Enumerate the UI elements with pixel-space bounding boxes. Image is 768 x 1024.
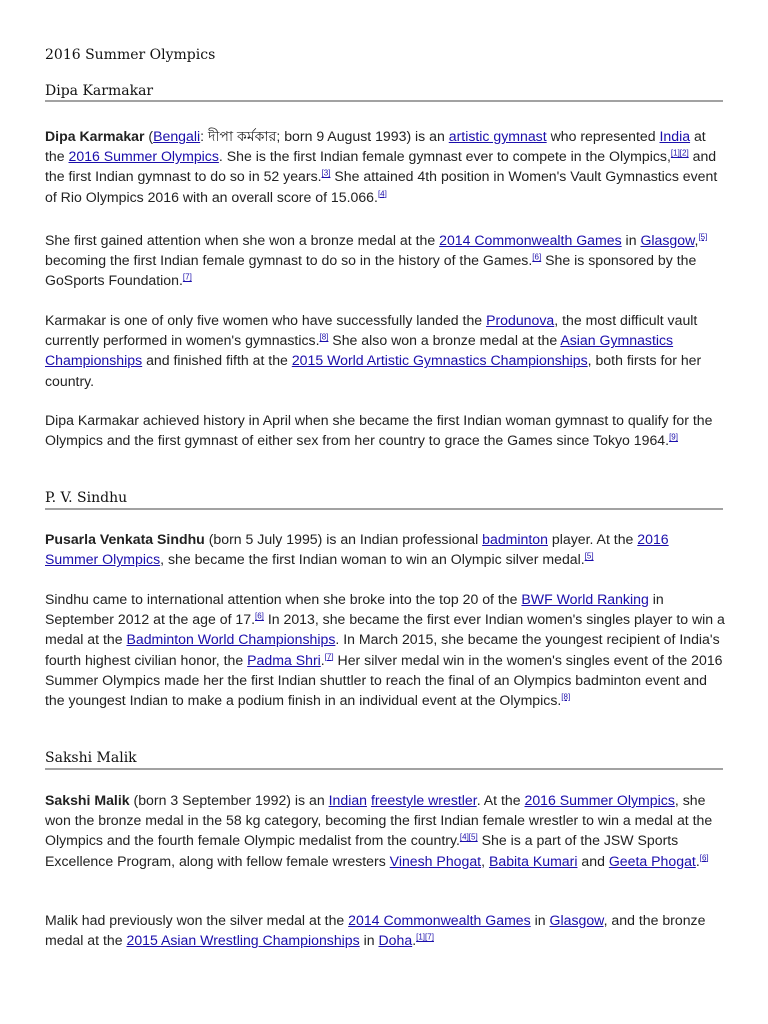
link-asian-gymnastics-championships[interactable]: Asian Gymnastics Championships bbox=[45, 332, 674, 369]
link-bengali[interactable]: Bengali bbox=[153, 128, 201, 144]
link-2014-commonwealth-games[interactable]: 2014 Commonwealth Games bbox=[439, 232, 622, 248]
link-2015-asian-wrestling-championships[interactable]: 2015 Asian Wrestling Championships bbox=[126, 932, 360, 949]
citation-link[interactable]: [1][7] bbox=[416, 932, 434, 942]
citation-link[interactable]: [5] bbox=[698, 232, 708, 242]
citation-link[interactable]: [8] bbox=[561, 692, 571, 702]
link-vinesh-phogat[interactable]: Vinesh Phogat bbox=[389, 852, 482, 869]
sindhu-paragraph-2: Sindhu came to international attention when she broke into the top 20 of the BWF World Ranking in September 2012 at the age of 17.[6] In 2013, she became the first ever Indian women's singles player to win a medal at the Badminton World Championships. In March 2015, she became the youngest recipient of India's fourth highest civilian honor, the Padma Shri.[7] Her silver medal win in the women's singles event of the 2016 Summer Olympics made her the first Indian shuttler to reach the final of an Olympics badminton event and the youngest Indian to make a podium finish in an individual event at the Olympics.[8] bbox=[45, 591, 725, 709]
citation-link[interactable]: [3] bbox=[321, 168, 331, 178]
link-2014-commonwealth-games[interactable]: 2014 Commonwealth Games bbox=[348, 912, 531, 928]
subject-name: Pusarla Venkata Sindhu bbox=[45, 531, 205, 547]
link-badminton[interactable]: badminton bbox=[482, 531, 548, 547]
link-indian[interactable]: Indian bbox=[328, 792, 368, 808]
link-2016-summer-olympics[interactable]: 2016 Summer Olympics bbox=[68, 148, 219, 165]
link-bwf-world-ranking[interactable]: BWF World Ranking bbox=[521, 591, 649, 607]
sindhu-paragraph-1: Pusarla Venkata Sindhu (born 5 July 1995) is an Indian professional badminton player. At the 2016 Summer Olympics, she became the first Indian woman to win an Olympic silver medal.[5] bbox=[45, 531, 669, 568]
citation-link[interactable]: [7] bbox=[182, 272, 192, 282]
section-divider bbox=[45, 508, 723, 510]
citation-link[interactable]: [6] bbox=[532, 252, 542, 262]
page-title: 2016 Summer Olympics bbox=[45, 47, 216, 63]
section-divider bbox=[45, 100, 723, 102]
section-heading-dipa-karmakar: Dipa Karmakar bbox=[45, 83, 154, 99]
citation-link[interactable]: [1][2] bbox=[670, 148, 689, 158]
link-2016-summer-olympics[interactable]: 2016 Summer Olympics bbox=[45, 531, 669, 568]
section-heading-pv-sindhu: P. V. Sindhu bbox=[45, 490, 128, 506]
subject-name: Dipa Karmakar bbox=[45, 128, 145, 144]
sakshi-paragraph-1: Sakshi Malik (born 3 September 1992) is an Indian freestyle wrestler. At the 2016 Summer Olympics, she won the bronze medal in the 58 kg category, becoming the first Indian female wrestler to win a medal at the Olympics and the fourth female Olympic medalist from the country.[4][5] She is a part of the JSW Sports Excellence Program, along with fellow female wresters Vinesh Phogat, Babita Kumari and Geeta Phogat.[6] bbox=[45, 792, 713, 869]
citation-link[interactable]: [9] bbox=[669, 432, 678, 442]
link-badminton-world-championships[interactable]: Badminton World Championships bbox=[126, 631, 336, 648]
link-doha[interactable]: Doha bbox=[378, 932, 413, 949]
citation-link[interactable]: [7] bbox=[324, 651, 334, 661]
citation-link[interactable]: [4] bbox=[377, 188, 387, 198]
link-india[interactable]: India bbox=[659, 128, 691, 144]
link-babita-kumari[interactable]: Babita Kumari bbox=[488, 852, 578, 869]
dipa-paragraph-3: Karmakar is one of only five women who have successfully landed the Produnova, the most difficult vault currently performed in women's gymnastics.[8] She also won a bronze medal at the Asian Gymnastics Championships and finished fifth at the 2015 World Artistic Gymnastics Championships, both firsts for her country. bbox=[45, 312, 702, 389]
link-artistic-gymnast[interactable]: artistic gymnast bbox=[448, 128, 547, 144]
citation-link[interactable]: [6] bbox=[255, 611, 264, 621]
dipa-paragraph-1: Dipa Karmakar (Bengali: দীপা কর্মকার; born 9 August 1993) is an artistic gymnast who represented India at the 2016 Summer Olympics. She is the first Indian female gymnast ever to compete in the Olympics,[1][2] and the first Indian gymnast to do so in 52 years.[3] She attained 4th position in Women's Vault Gymnastics event of Rio Olympics 2016 with an overall score of 15.066.[4] bbox=[45, 128, 718, 205]
link-produnova[interactable]: Produnova bbox=[486, 312, 555, 328]
subject-name: Sakshi Malik bbox=[45, 792, 130, 808]
link-padma-shri[interactable]: Padma Shri bbox=[247, 651, 321, 668]
section-divider bbox=[45, 768, 723, 770]
citation-link[interactable]: [4][5] bbox=[459, 832, 478, 842]
link-glasgow[interactable]: Glasgow bbox=[549, 912, 604, 928]
link-2015-world-artistic-gymnastics[interactable]: 2015 World Artistic Gymnastics Championships bbox=[291, 352, 588, 369]
link-glasgow[interactable]: Glasgow bbox=[640, 232, 695, 248]
link-2016-summer-olympics[interactable]: 2016 Summer Olympics bbox=[524, 792, 675, 808]
citation-link[interactable]: [5] bbox=[584, 551, 594, 561]
link-freestyle-wrestler[interactable]: freestyle wrestler bbox=[370, 792, 477, 808]
link-geeta-phogat[interactable]: Geeta Phogat bbox=[608, 852, 696, 869]
section-heading-sakshi-malik: Sakshi Malik bbox=[45, 750, 137, 766]
dipa-paragraph-4: Dipa Karmakar achieved history in April when she became the first Indian woman gymnast to qualify for the Olympics and the first gymnast of either sex from her country to grace the Games since Tokyo 1964.[9] bbox=[45, 412, 713, 449]
citation-link[interactable]: [8] bbox=[319, 332, 329, 342]
dipa-paragraph-2: She first gained attention when she won a bronze medal at the 2014 Commonwealth Games in Glasgow,[5] becoming the first Indian female gymnast to do so in the history of the Games.[6] She is sponsored by the GoSports Foundation.[7] bbox=[45, 232, 708, 289]
citation-link[interactable]: [6] bbox=[699, 852, 709, 862]
sakshi-paragraph-2: Malik had previously won the silver medal at the 2014 Commonwealth Games in Glasgow, and the bronze medal at the 2015 Asian Wrestling Championships in Doha.[1][7] bbox=[45, 912, 706, 949]
